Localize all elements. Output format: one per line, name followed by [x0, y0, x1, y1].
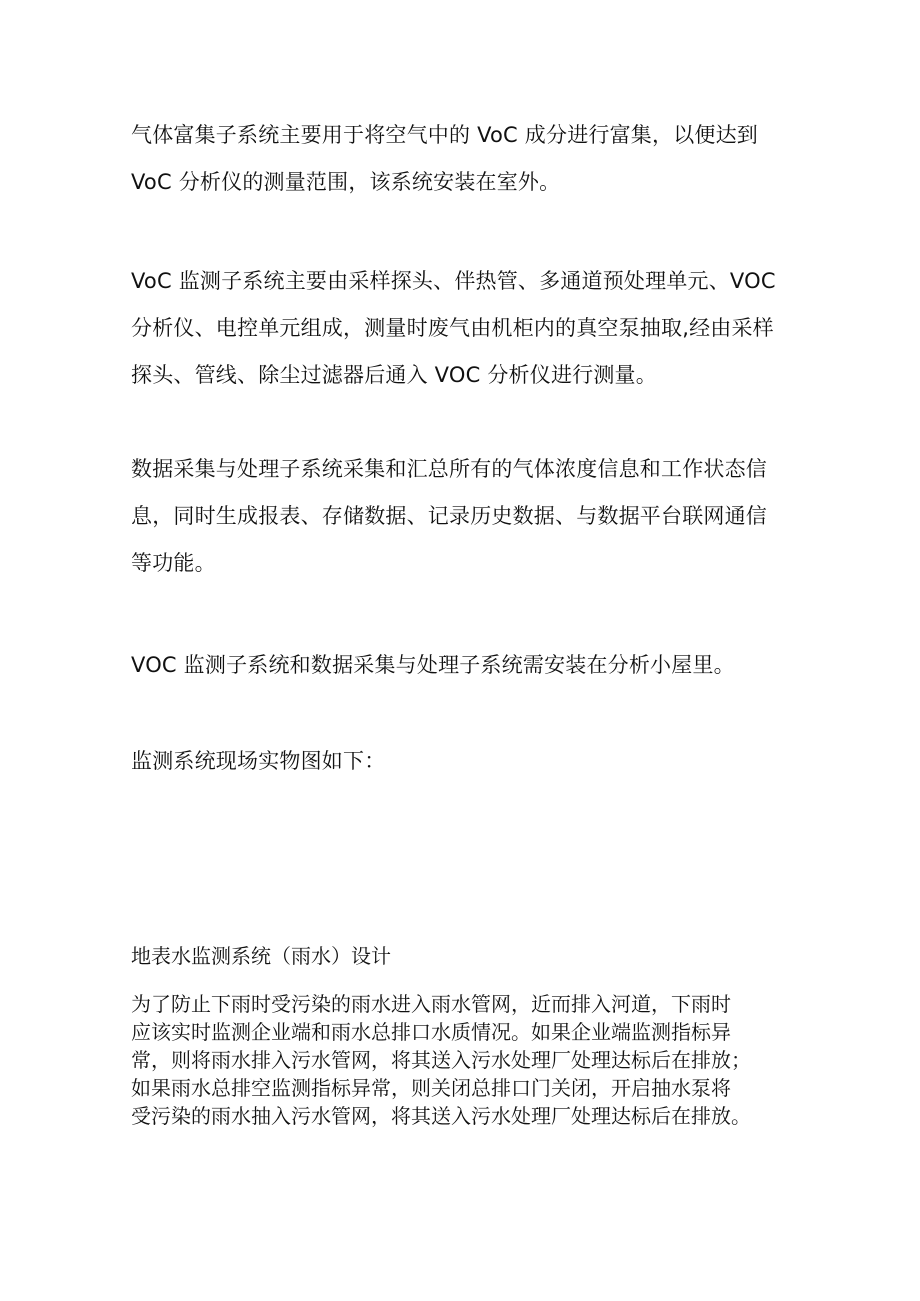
- text-line: 数据采集与处理子系统采集和汇总所有的气体浓度信息和工作状态信: [131, 457, 767, 481]
- text-line: VOC 监测子系统和数据采集与处理子系统需安装在分析小屋里。: [131, 653, 735, 677]
- text-line: 受污染的雨水抽入污水管网，将其送入污水处理厂处理达标后在排放。: [131, 1104, 751, 1128]
- text-line: VoC 监测子系统主要由采样探头、伴热管、多通道预处理单元、VOC: [131, 269, 776, 293]
- text-line: 常，则将雨水排入污水管网，将其送入污水处理厂处理达标后在排放；: [131, 1048, 751, 1072]
- text-line: 应该实时监测企业端和雨水总排口水质情况。如果企业端监测指标异: [131, 1020, 731, 1044]
- text-line: 探头、管线、除尘过滤器后通入 VOC 分析仪进行测量。: [131, 363, 657, 387]
- text-line: 为了防止下雨时受污染的雨水进入雨水管网，近而排入河道，下雨时: [131, 992, 731, 1016]
- paragraph-rainwater-design: [131, 990, 801, 1130]
- text-line: 气体富集子系统主要用于将空气中的 VoC 成分进行富集，以便达到: [131, 123, 758, 147]
- paragraph-photo-caption: [131, 738, 793, 785]
- section-heading: 地表水监测系统（雨水）设计: [131, 944, 391, 968]
- text-line: VoC 分析仪的测量范围，该系统安装在室外。: [131, 170, 561, 194]
- text-line: 监测系统现场实物图如下：: [131, 749, 386, 773]
- text-line: 如果雨水总排空监测指标异常，则关闭总排口门关闭，开启抽水泵将: [131, 1076, 731, 1100]
- text-line: 分析仪、电控单元组成，测量时废气由机柜内的真空泵抽取,经由采样: [131, 316, 774, 340]
- paragraph-installation: [131, 642, 793, 689]
- paragraph-data-acquisition: [131, 446, 793, 587]
- paragraph-voc-monitoring: [131, 258, 793, 399]
- text-line: 等功能。: [131, 551, 216, 575]
- text-line: 息，同时生成报表、存储数据、记录历史数据、与数据平台联网通信: [131, 504, 767, 528]
- paragraph-gas-enrichment: [131, 112, 793, 206]
